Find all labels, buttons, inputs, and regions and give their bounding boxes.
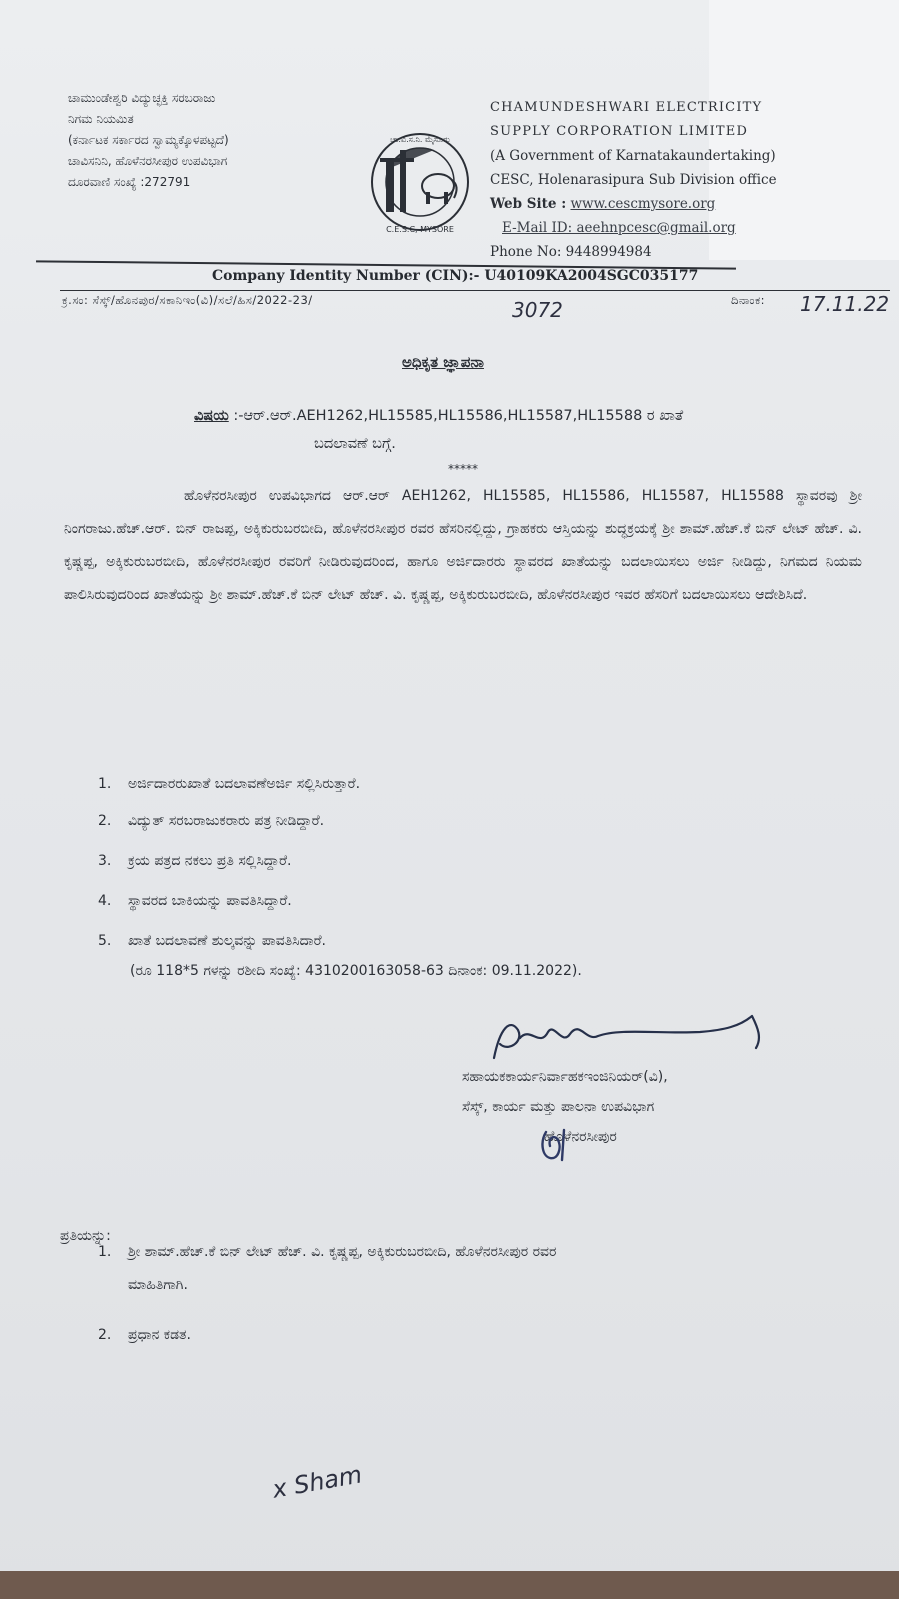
condition-item bbox=[98, 853, 291, 869]
company-name: CHAMUNDESHWARI ELECTRICITY bbox=[490, 100, 763, 115]
copy-to-item bbox=[98, 1236, 556, 1302]
condition-item bbox=[98, 776, 360, 792]
condition-text: ಕ್ರಯ ಪತ್ರದ ನಕಲು ಪ್ರತಿ ಸಲ್ಲಿಸಿದ್ದಾರೆ. bbox=[128, 853, 292, 869]
website-line bbox=[490, 192, 777, 216]
reference-number: ಕ್ರ.ಸಂ: ಸೆಸ್ಕ್/ಹೊನಪುರ/ಸಕಾನಿಇಂ(ವಿ)/ಸಲೆ/ಹಿಸ/2022-23/ bbox=[62, 293, 313, 307]
cin-rule bbox=[60, 290, 890, 291]
condition-number: 5. bbox=[98, 933, 112, 949]
letterhead-kannada-line: (ಕರ್ನಾಟಕ ಸರ್ಕಾರದ ಸ್ವಾಮ್ಯಕ್ಕೊಳಪಟ್ಟದೆ) bbox=[68, 133, 229, 147]
website-label: Web Site : bbox=[490, 196, 567, 212]
letterhead-english bbox=[490, 96, 777, 264]
office-name: CESC, Holenarasipura Sub Division office bbox=[490, 172, 777, 188]
background-table bbox=[0, 1571, 899, 1599]
letterhead-kannada-line: ಚಾವಿಸನಿನಿ, ಹೊಳೆನರಸೀಪುರ ಉಪವಿಭಾಗ bbox=[68, 154, 228, 168]
condition-text: ಅರ್ಜಿದಾರರುಖಾತೆ ಬದಲಾವಣೆಅರ್ಜಿ ಸಲ್ಲಿಸಿರುತ್ತಾರೆ. bbox=[128, 776, 361, 792]
copy-to-text-cont: ಮಾಹಿತಿಗಾಗಿ. bbox=[128, 1277, 188, 1293]
website-link[interactable]: www.cescmysore.org bbox=[570, 196, 716, 212]
condition-number: 4. bbox=[98, 893, 112, 909]
letterhead-kannada-line: ದೂರವಾಣಿ ಸಂಖ್ಯೆ :272791 bbox=[68, 175, 191, 189]
phone-number: Phone No: 9448994984 bbox=[490, 244, 652, 260]
logo-bottom-text: C.E.S.C, MYSORE bbox=[386, 225, 454, 234]
condition-text: ಖಾತೆ ಬದಲಾವಣೆ ಶುಲ್ಕವನ್ನು ಪಾವತಿಸಿದಾರೆ. bbox=[128, 933, 326, 949]
copy-to-text: ಶ್ರೀ ಶಾಮ್.ಹೆಚ್.ಕೆ ಬಿನ್ ಲೇಟ್ ಹೆಚ್. ವಿ. ಕೃಷ್ಣಪ್ಪ, ಅಕ್ಕಿಕುರುಬರಬೀದಿ, ಹೊಳೆನರಸೀಪುರ ರವರ bbox=[128, 1244, 557, 1260]
handwritten-reference-number: 3072 bbox=[512, 298, 563, 322]
signatory-designation: ಸಹಾಯಕಕಾರ್ಯನಿರ್ವಾಹಕಇಂಜಿನಿಯರ್(ವಿ), bbox=[462, 1069, 668, 1085]
cin-line: Company Identity Number (CIN):- U40109KA2004SGC035177 bbox=[212, 268, 699, 284]
receipt-note: (ರೂ 118*5 ಗಳನ್ನು ರಶೀದಿ ಸಂಖ್ಯೆ: 4310200163058-63 ದಿನಾಂಕ: 09.11.2022). bbox=[130, 963, 582, 979]
subject-label: ವಿಷಯ bbox=[194, 408, 229, 424]
logo-top-text: ಚಾ.ವಿ.ಸ.ನಿ. ಮೈಸೂರು bbox=[390, 135, 450, 144]
initials-mark bbox=[540, 1128, 576, 1162]
condition-item bbox=[98, 893, 292, 909]
subject-block bbox=[194, 402, 683, 458]
letterhead-kannada-line: ನಿಗಮ ನಿಯಮಿತ bbox=[68, 112, 134, 126]
copy-to-label: ಪ್ರತಿಯನ್ನು: bbox=[60, 1228, 111, 1244]
copy-to-number: 1. bbox=[98, 1244, 112, 1260]
letterhead-kannada bbox=[68, 88, 229, 193]
date-label: ದಿನಾಂಕ: bbox=[731, 293, 766, 307]
condition-text: ಸ್ಥಾವರದ ಬಾಕಿಯನ್ನು ಪಾವತಿಸಿದ್ದಾರೆ. bbox=[128, 893, 292, 909]
condition-number: 1. bbox=[98, 776, 112, 792]
handwritten-date: 17.11.22 bbox=[800, 292, 890, 316]
signatory-office: ಸೆಸ್ಕ್, ಕಾರ್ಯ ಮತ್ತು ಪಾಲನಾ ಉಪವಿಭಾಗ bbox=[462, 1099, 655, 1115]
company-name-line2: SUPPLY CORPORATION LIMITED bbox=[490, 124, 749, 139]
condition-number: 3. bbox=[98, 853, 112, 869]
subject-separator: ***** bbox=[448, 462, 478, 476]
signature bbox=[490, 1008, 780, 1068]
copy-to-item bbox=[98, 1327, 191, 1343]
letterhead-kannada-line: ಚಾಮುಂಡೇಶ್ವರಿ ವಿದ್ಯುಚ್ಛಕ್ತಿ ಸರಬರಾಜು bbox=[68, 91, 216, 105]
memo-title: ಅಧಿಕೃತ ಜ್ಞಾಪನಾ bbox=[402, 353, 484, 371]
copy-to-number: 2. bbox=[98, 1327, 112, 1343]
subject-line-1: :-ಆರ್.ಆರ್.AEH1262,HL15585,HL15586,HL15587,HL15588 ರ ಖಾತೆ bbox=[233, 408, 684, 424]
cesc-logo bbox=[360, 128, 480, 236]
condition-item bbox=[98, 933, 326, 949]
body-paragraph: ಹೊಳೆನರಸೀಪುರ ಉಪವಿಭಾಗದ ಆರ್.ಆರ್ AEH1262, HL15585, HL15586, HL15587, HL15588 ಸ್ಥಾವರವು ಶ್ರೀ ನಿಂಗರಾಜು.ಹೆಚ್.ಆರ್. ಬಿನ್ ರಾಜಪ್ಪ, ಅಕ್ಕಿಕುರುಬರಬೀದಿ, ಹೊಳೆನರಸೀಪುರ ರವರ ಹೆಸರಿನಲ್ಲಿದ್ದು, ಗ್ರಾಹಕರು ಆಸ್ತಿಯನ್ನು ಶುದ್ಧಕ್ರಯಕ್ಕೆ ಶ್ರೀ ಶಾಮ್.ಹೆಚ್.ಕೆ ಬಿನ್ ಲೇಟ್ ಹೆಚ್. ವಿ. ಕೃಷ್ಣಪ್ಪ, ಅಕ್ಕಿಕುರುಬರಬೀದಿ, ಹೊಳೆನರಸೀಪುರ ರವರಿಗೆ ನೀಡಿರುವುದರಿಂದ, ಹಾಗೂ ಅರ್ಜಿದಾರರು ಸ್ಥಾವರದ ಖಾತೆಯನ್ನು ಬದಲಾಯಿಸಲು ಅರ್ಜಿ ನೀಡಿದ್ದು, ನಿಗಮದ ನಿಯಮ ಪಾಲಿಸಿರುವುದರಿಂದ ಖಾತೆಯನ್ನು ಶ್ರೀ ಶಾಮ್.ಹೆಚ್.ಕೆ ಬಿನ್ ಲೇಟ್ ಹೆಚ್. ವಿ. ಕೃಷ್ಣಪ್ಪ, ಅಕ್ಕಿಕುರುಬರಬೀದಿ, ಹೊಳೆನರಸೀಪುರ ಇವರ ಹೆಸರಿಗೆ ಬದಲಾಯಿಸಲು ಆದೇಶಿಸಿದೆ. bbox=[64, 488, 862, 603]
copy-to-text: ಪ್ರಧಾನ ಕಡತ. bbox=[128, 1327, 191, 1343]
condition-text: ವಿದ್ಯುತ್ ಸರಬರಾಜುಕರಾರು ಪತ್ರ ನೀಡಿದ್ದಾರೆ. bbox=[128, 813, 325, 829]
company-status: (A Government of Karnatakaundertaking) bbox=[490, 148, 776, 164]
signatory-place: ಹೊಳೆನರಸೀಪುರ bbox=[544, 1129, 617, 1145]
condition-item bbox=[98, 813, 324, 829]
email-link[interactable]: E-Mail ID: aeehnpcesc@gmail.org bbox=[502, 220, 736, 236]
handwritten-note: x Sham bbox=[270, 1460, 365, 1504]
condition-number: 2. bbox=[98, 813, 112, 829]
subject-line-2: ಬದಲಾವಣೆ ಬಗ್ಗೆ. bbox=[314, 436, 396, 452]
